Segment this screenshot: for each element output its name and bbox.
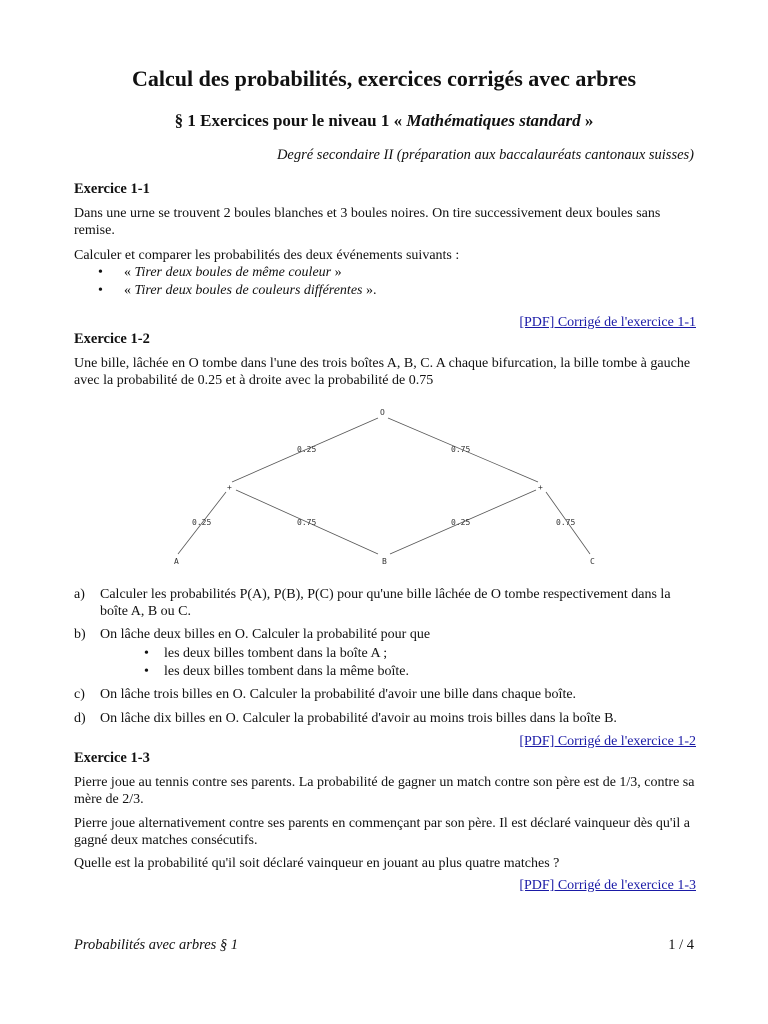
- question-label: a): [74, 587, 85, 602]
- probability-tree-diagram: [160, 402, 610, 572]
- list-item: • les deux billes tombent dans la même boîte.: [74, 663, 698, 681]
- tree-leaf-a: A: [174, 557, 179, 566]
- section-subtitle: [0, 111, 768, 131]
- list-item: • les deux billes tombent dans la boîte A ;: [74, 645, 698, 663]
- prob-label-root-right: 0.75: [451, 445, 471, 454]
- prob-label-left-left: 0.25: [192, 518, 212, 527]
- tree-leaf-c: C: [590, 557, 595, 566]
- question-label: c): [74, 687, 85, 702]
- exercise-1-3: [74, 750, 698, 872]
- exercise-title: Exercice 1-1: [74, 181, 150, 197]
- question-text: On lâche dix billes en O. Calculer la probabilité d'avoir au moins trois billes dans la boîte B.: [100, 711, 617, 726]
- tree-node-root: O: [380, 408, 385, 417]
- list-item: • « Tirer deux boules de couleurs différentes ».: [74, 282, 698, 300]
- tree-leaf-b: B: [382, 557, 387, 566]
- paragraph: Calculer et comparer les probabilités des deux événements suivants :: [74, 248, 460, 263]
- bullet-list: [74, 645, 698, 681]
- question-b: [74, 626, 698, 681]
- correction-link-1-2[interactable]: [PDF] Corrigé de l'exercice 1-2: [519, 734, 696, 749]
- footer-title: Probabilités avec arbres § 1: [74, 937, 239, 953]
- page-title: Calcul des probabilités, exercices corrigés avec arbres: [131, 66, 637, 91]
- paragraph: Une bille, lâchée en O tombe dans l'une des trois boîtes A, B, C. A chaque bifurcation, la bille tombe à gauche avec la probabilité de 0.25 et à droite avec la probabilité de 0.75: [74, 356, 691, 388]
- correction-link-1-3[interactable]: [PDF] Corrigé de l'exercice 1-3: [519, 878, 696, 893]
- bullet-list: [74, 264, 698, 300]
- level-note: Degré secondaire II (préparation aux baccalauréats cantonaux suisses): [276, 147, 694, 163]
- paragraph: Pierre joue au tennis contre ses parents. La probabilité de gagner un match contre son père est de 1/3, contre sa mère de 2/3.: [74, 775, 695, 807]
- exercise-1-2: [74, 331, 698, 389]
- paragraph: Pierre joue alternativement contre ses parents en commençant par son père. Il est déclaré vainqueur dès qu'il a gagné deux matches consécutifs.: [74, 816, 690, 848]
- prob-label-root-left: 0.25: [297, 445, 317, 454]
- question-label: d): [74, 711, 86, 726]
- list-item: • « Tirer deux boules de même couleur »: [74, 264, 698, 282]
- exercise-1-1: [74, 181, 698, 300]
- question-text: On lâche deux billes en O. Calculer la probabilité pour que: [100, 627, 431, 642]
- question-text: On lâche trois billes en O. Calculer la probabilité d'avoir une bille dans chaque boîte.: [100, 687, 577, 702]
- prob-label-right-left: 0.25: [451, 518, 471, 527]
- page-number: 1 / 4: [668, 937, 694, 953]
- subtitle-prefix: § 1 Exercices pour le niveau 1 «: [174, 111, 407, 130]
- question-d: [74, 710, 698, 727]
- subtitle-suffix: »: [580, 111, 594, 130]
- paragraph: Dans une urne se trouvent 2 boules blanches et 3 boules noires. On tire successivement deux boules sans remise.: [74, 206, 661, 238]
- prob-label-right-right: 0.75: [556, 518, 576, 527]
- exercise-title: Exercice 1-2: [74, 331, 150, 347]
- subtitle-emphasis: Mathématiques standard: [406, 111, 581, 130]
- paragraph: Quelle est la probabilité qu'il soit déclaré vainqueur en jouant au plus quatre matches ?: [74, 856, 560, 871]
- exercise-title: Exercice 1-3: [74, 750, 150, 766]
- prob-label-left-right: 0.75: [297, 518, 317, 527]
- tree-node-right: +: [538, 483, 543, 492]
- question-c: [74, 686, 698, 703]
- correction-link-1-1[interactable]: [PDF] Corrigé de l'exercice 1-1: [519, 315, 696, 330]
- question-label: b): [74, 627, 86, 642]
- question-text: Calculer les probabilités P(A), P(B), P(C) pour qu'une bille lâchée de O tombe respectivement dans la boîte A, B ou C.: [100, 587, 671, 619]
- tree-node-left: +: [227, 483, 232, 492]
- question-a: [74, 586, 698, 620]
